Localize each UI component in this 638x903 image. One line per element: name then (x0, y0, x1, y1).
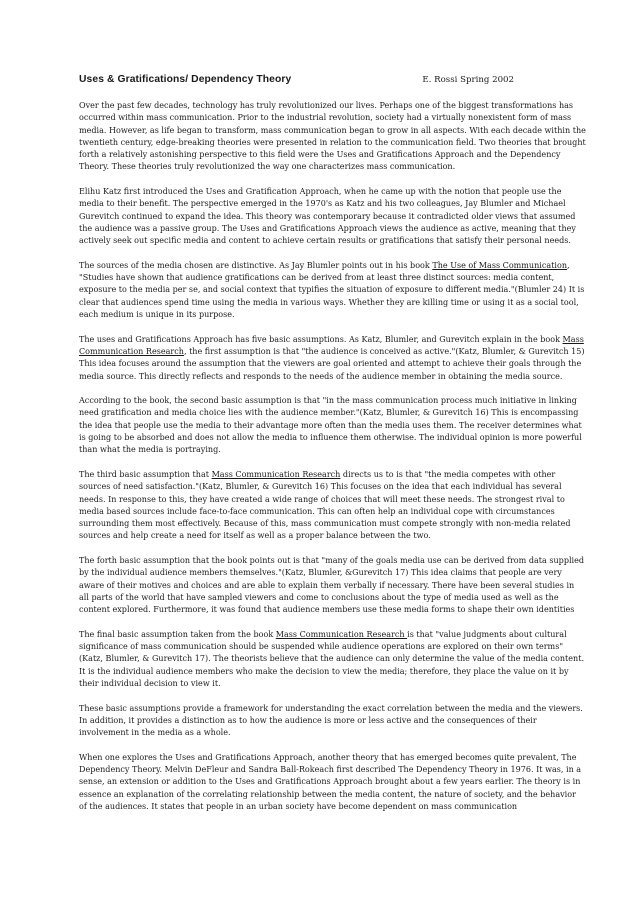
paragraph-katz: Elihu Katz first introduced the Uses and Gratification Approach, when he came up with the notion that people use the media to their benefit. The perspective emerged in the 1970's as Katz and his two colleagues, Jay Blumler and Michael Gurevitch continued to expand the idea. This theory was contemporary because it contradicted older views that assumed the audience was a passive group. The Uses and Gratifications Approach views the audience as active, meaning that they actively seek out specific media and content to achieve certain results or gratifications that satisfy their personal needs. (79, 187, 576, 246)
paragraph-intro: Over the past few decades, technology has truly revolutionized our lives. Perhaps one of the biggest transformations has occurred within mass communication. Prior to the industrial revolution, society had a virtually nonexistent form of mass media. However, as life began to transform, mass communication began to grow in all aspects. With each decade within the twentieth century, edge-breaking theories were presented in relation to the communication field. Two theories that brought forth a relatively astonishing perspective to this field were the Uses and Gratifications Approach and the Dependency Theory. These theories truly revolutionized the way one characterizes mass communication. (79, 101, 586, 172)
author-and-date: E. Rossi Spring 2002 (422, 75, 514, 85)
paragraph-assumption-4: The forth basic assumption that the book points out is that "many of the goals media use can be derived from data supplied by the individual audience members themselves."(Katz, Blumler, &Gurevitch 17) This idea claims that people are very aware of their motives and choices and are able to explain them verbally if necessary. There have been several studies in all parts of the world that have sampled viewers and come to conclusions about the type of media used as well as the content explored. Furthermore, it was found that audience members use these media forms to shape their own identities (79, 555, 585, 615)
paragraph-dependency-theory: When one explores the Uses and Gratifications Approach, another theory that has emerged becomes quite prevalent, The Dependency Theory. Melvin DeFleur and Sandra Ball-Rokeach first described The Dependency Theory in 1976. It was, in a sense, an extension or addition to the Uses and Gratifications Approach brought about a few years earlier. The theory is in essence an explanation of the correlating relationship between the media content, the nature of society, and the behavior of the audiences. It states that people in an urban society have become dependent on mass communication (79, 752, 582, 811)
document-header (79, 74, 586, 85)
book-title-underlined: Mass Communication Research (79, 334, 584, 356)
document-title: Uses & Gratifications/ Dependency Theory (79, 74, 292, 85)
book-title-underlined: The Use of Mass Communication (432, 260, 568, 270)
paragraph-sources: The sources of the media chosen are distinctive. As Jay Blumler points out in his book The Use of Mass Communication, "Studies have shown that audience gratifications can be derived from at least three distinct sources: media content, exposure to the media per se, and social context that typifies the situation of exposure to different media."(Blumler 24) It is clear that audiences spend time using the media in various ways. Whether they are killing time or using it as a social tool, each medium is unique in its purpose. (79, 260, 585, 320)
book-title-underlined: Mass Communication Research (275, 629, 408, 639)
book-title-underlined: Mass Communication Research (211, 469, 341, 479)
paragraph-assumption-1: The uses and Gratifications Approach has five basic assumptions. As Katz, Blumler, and Gurevitch explain in the book Mass Communication Research, the first assumption is that "the audience is conceived as active."(Katz, Blumler, & Gurevitch 15) This idea focuses around the assumption that the viewers are goal oriented and attempt to achieve their goals through the media source. This directly reflects and responds to the needs of the audience member in obtaining the media source. (79, 334, 585, 381)
paragraph-assumption-3: The third basic assumption that Mass Communication Research directs us to is that "the media competes with other sources of need satisfaction."(Katz, Blumler, & Gurevitch 16) This focuses on the idea that each individual has several needs. In response to this, they have created a wide range of choices that will meet these needs. The strongest rival to media based sources include face-to-face communication. This can often help an individual cope with circumstances surrounding them most effectively. Because of this, mass communication must compete strongly with non-media related sources and help create a need for itself as well as a proper balance between the two. (79, 469, 571, 541)
paragraph-assumption-5: The final basic assumption taken from the book Mass Communication Research is that "value judgments about cultural significance of mass communication should be suspended while audience operations are explored on their own terms"(Katz, Blumler, & Gurevitch 17). The theorists believe that the audience can only determine the value of the media content. It is the individual audience members who make the decision to view the media; therefore, they place the value on it by their individual decision to view it. (79, 629, 585, 688)
paragraph-framework: These basic assumptions provide a framework for understanding the exact correlation between the media and the viewers. In addition, it provides a distinction as to how the audience is more or less active and the consequences of their involvement in the media as a whole. (79, 703, 583, 738)
paragraph-assumption-2: According to the book, the second basic assumption is that "in the mass communication process much initiative in linking need gratification and media choice lies with the audience member."(Katz, Blumler, & Gurevitch 16) This is encompassing the idea that people use the media to their advantage more often than the media uses them. The receiver determines what is going to be absorbed and does not allow the media to influence them otherwise. The individual opinion is more powerful than what the media is portraying. (79, 396, 582, 455)
